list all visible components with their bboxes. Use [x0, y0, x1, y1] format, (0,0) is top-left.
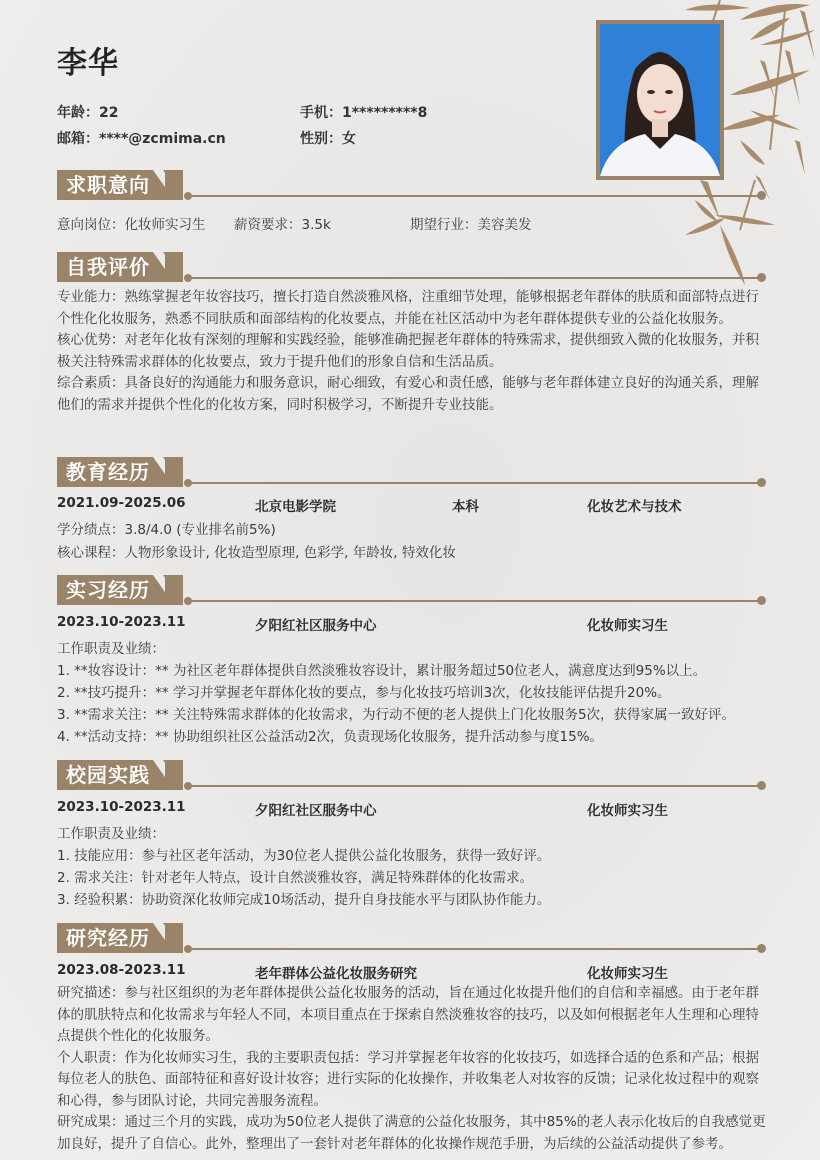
section-title: 教育经历	[66, 460, 150, 484]
intent-salary: 薪资要求：3.5k	[234, 217, 331, 233]
research-body	[57, 983, 767, 1155]
research-date: 2023.08-2023.11	[57, 962, 186, 978]
education-degree: 本科	[452, 499, 479, 515]
section-header-intent	[57, 170, 777, 200]
education-date: 2021.09-2025.06	[57, 495, 186, 511]
section-title: 校园实践	[66, 763, 150, 787]
campus-line: 2. 需求关注：针对老年人特点，设计自然淡雅妆容，满足特殊群体的化妆需求。	[57, 870, 534, 886]
self-eval-paragraph: 综合素质：具备良好的沟通能力和服务意识，耐心细致，有爱心和责任感，能够与老年群体建立良好的沟通关系，理解他们的需求并提供个性化的化妆方案，同时积极学习，不断提升专业技能。	[57, 375, 759, 413]
divider-dot-right	[757, 781, 766, 790]
research-role: 化妆师实习生	[587, 966, 668, 982]
internship-date: 2023.10-2023.11	[57, 614, 186, 630]
section-title: 研究经历	[66, 926, 150, 950]
section-tail	[165, 760, 183, 790]
profile-photo	[596, 20, 724, 180]
research-paragraph: 个人职责：作为化妆师实习生，我的主要职责包括：学习并掌握老年妆容的化妆技巧，如选择合适的色系和产品；根据每位老人的肤色、面部特征和喜好设计妆容；进行实际的化妆操作，并收集老人对妆容的反馈；记录化妆过程中的观察和心得，参与团队讨论，共同完善服务流程。	[57, 1049, 759, 1109]
divider-line	[187, 277, 761, 279]
education-gpa: 学分绩点：3.8/4.0 (专业排名前5%)	[57, 522, 276, 538]
divider-line	[187, 482, 761, 484]
section-title: 自我评价	[66, 255, 150, 279]
section-header-self-eval	[57, 252, 777, 282]
research-project: 老年群体公益化妆服务研究	[255, 966, 417, 982]
gender-field: 性别：女	[300, 131, 356, 147]
portrait-icon	[600, 24, 720, 176]
section-tail	[165, 575, 183, 605]
campus-org: 夕阳红社区服务中心	[255, 803, 377, 819]
divider-line	[187, 195, 761, 197]
campus-role: 化妆师实习生	[587, 803, 668, 819]
education-major: 化妆艺术与技术	[587, 499, 682, 515]
education-courses: 核心课程：人物形象设计, 化妆造型原理, 色彩学, 年龄妆, 特效化妆	[57, 545, 456, 561]
section-tail	[165, 923, 183, 953]
education-school: 北京电影学院	[255, 499, 336, 515]
self-eval-paragraph: 核心优势：对老年化妆有深刻的理解和实践经验，能够准确把握老年群体的特殊需求，提供细致入微的化妆服务，并积极关注特殊需求群体的化妆要点，致力于提升他们的形象自信和生活品质。	[57, 332, 759, 370]
candidate-name: 李华	[57, 46, 119, 81]
section-title: 实习经历	[66, 578, 150, 602]
internship-line: 工作职责及业绩：	[57, 641, 165, 657]
internship-line: 3. **需求关注：** 关注特殊需求群体的化妆需求，为行动不便的老人提供上门化妆服务5次，获得家属一致好评。	[57, 707, 736, 723]
research-paragraph: 研究描述：参与社区组织的为老年群体提供公益化妆服务的活动，旨在通过化妆提升他们的自信和幸福感。由于老年群体的肌肤特点和化妆需求与年轻人不同，本项目重点在于探索自然淡雅妆容的技巧，以及如何根据老年人生理和心理特点提供个性化的化妆服务。	[57, 985, 759, 1044]
self-eval-body	[57, 287, 767, 416]
email-field: 邮箱：****@zcmima.cn	[57, 131, 226, 147]
divider-dot-right	[757, 478, 766, 487]
intent-industry: 期望行业：美容美发	[410, 217, 532, 233]
internship-line: 4. **活动支持：** 协助组织社区公益活动2次，负责现场化妆服务，提升活动参与度15%。	[57, 729, 604, 745]
self-eval-paragraph: 专业能力：熟练掌握老年妆容技巧，擅长打造自然淡雅风格，注重细节处理，能够根据老年群体的肤质和面部特点进行个性化化妆服务，熟悉不同肤质和面部结构的化妆要点，并能在社区活动中为老年群体提供专业的公益化妆服务。	[57, 289, 759, 327]
internship-line: 2. **技巧提升：** 学习并掌握老年群体化妆的要点，参与化妆技巧培训3次，化妆技能评估提升20%。	[57, 685, 671, 701]
divider-dot-right	[757, 273, 766, 282]
divider-line	[187, 948, 761, 950]
section-tail	[165, 457, 183, 487]
age-field: 年龄：22	[57, 105, 119, 121]
section-header-research	[57, 923, 777, 953]
section-tail	[165, 170, 183, 200]
divider-dot-right	[757, 191, 766, 200]
section-header-education	[57, 457, 777, 487]
divider-line	[187, 600, 761, 602]
section-title: 求职意向	[66, 173, 150, 197]
section-tail	[165, 252, 183, 282]
section-header-internship	[57, 575, 777, 605]
campus-line: 3. 经验积累：协助资深化妆师完成10场活动，提升自身技能水平与团队协作能力。	[57, 892, 551, 908]
divider-dot-right	[757, 596, 766, 605]
divider-line	[187, 785, 761, 787]
internship-role: 化妆师实习生	[587, 618, 668, 634]
campus-line: 工作职责及业绩：	[57, 826, 165, 842]
internship-org: 夕阳红社区服务中心	[255, 618, 377, 634]
divider-dot-right	[757, 944, 766, 953]
campus-date: 2023.10-2023.11	[57, 799, 186, 815]
research-paragraph: 研究成果：通过三个月的实践，成功为50位老人提供了满意的公益化妆服务，其中85%的老人表示化妆后的自我感觉更加良好，提升了自信心。此外，整理出了一套针对老年群体的化妆操作规范手册，为后续的公益活动提供了参考。	[57, 1114, 766, 1152]
internship-line: 1. **妆容设计：** 为社区老年群体提供自然淡雅妆容设计，累计服务超过50位老人，满意度达到95%以上。	[57, 663, 707, 679]
campus-line: 1. 技能应用：参与社区老年活动，为30位老人提供公益化妆服务，获得一致好评。	[57, 848, 551, 864]
section-header-campus	[57, 760, 777, 790]
phone-field: 手机：1*********8	[300, 105, 428, 121]
intent-position: 意向岗位：化妆师实习生	[57, 217, 206, 233]
